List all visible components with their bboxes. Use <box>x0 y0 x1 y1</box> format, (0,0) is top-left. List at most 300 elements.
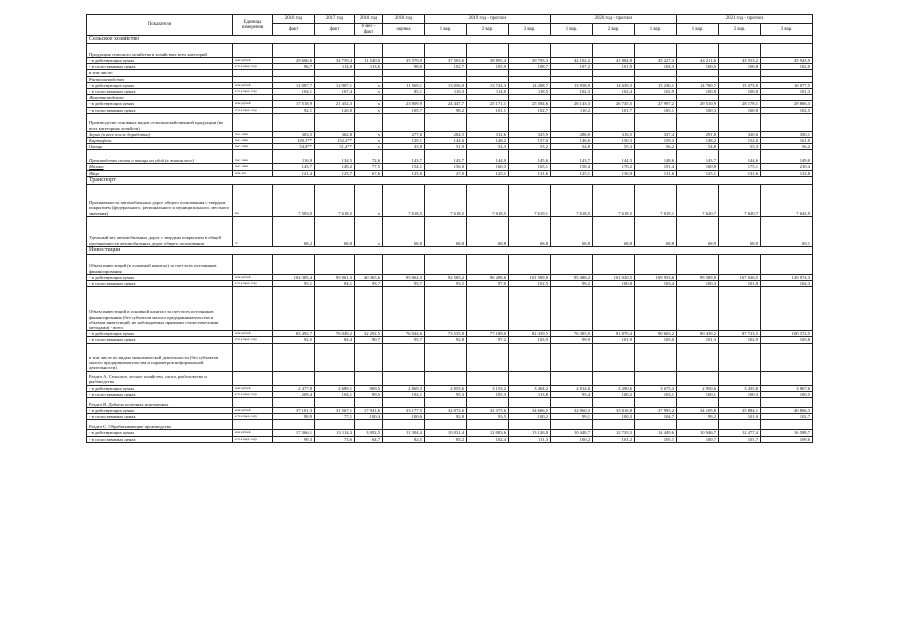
row-label: Яйца <box>87 170 233 176</box>
row-unit: км <box>233 184 273 216</box>
value-cell: 95 062,3 <box>383 274 425 280</box>
value-cell: 362,8 <box>315 131 355 137</box>
value-cell: 160,3 <box>467 164 509 170</box>
value-cell <box>467 287 509 331</box>
value-cell: 152,2** <box>315 138 355 144</box>
value-cell <box>593 254 635 274</box>
row-label: - в сопоставимых ценах <box>87 414 233 420</box>
value-cell <box>315 371 355 385</box>
value-cell: 34 759,4 <box>315 58 355 64</box>
value-cell: 95,7 <box>383 281 425 287</box>
value-cell <box>355 287 383 331</box>
value-cell <box>315 398 355 408</box>
value-cell: 100,5 <box>761 391 813 397</box>
value-cell <box>467 254 509 274</box>
value-cell: 54,8 <box>551 144 593 150</box>
value-cell: 131,6 <box>509 170 551 176</box>
value-cell: 210,4 <box>761 164 813 170</box>
value-cell <box>551 44 593 58</box>
value-cell: 72,6 <box>355 150 383 164</box>
value-cell: 29 510,9 <box>677 101 719 107</box>
value-cell: 100,6 <box>383 414 425 420</box>
value-cell <box>677 254 719 274</box>
row-label: - в сопоставимых ценах <box>87 107 233 113</box>
value-cell: 312,6 <box>467 131 509 137</box>
value-cell: 7 619,1 <box>509 184 551 216</box>
table-row <box>87 398 813 408</box>
value-cell: 350,1 <box>761 131 813 137</box>
value-cell: 160,8 <box>677 164 719 170</box>
value-cell: 3 092,5 <box>355 430 383 436</box>
value-cell: 13 724,3 <box>467 82 509 88</box>
value-cell: 11 569,1 <box>383 82 425 88</box>
row-label: Производство основных видов сельскохозяйственной продукции (во всех категориях хозяйств) <box>87 113 233 131</box>
row-unit: в % к пред. году <box>233 107 273 113</box>
value-cell: 102,1 <box>383 391 425 397</box>
value-cell: 121,4 <box>273 170 315 176</box>
header-indicator: Показатели <box>87 15 233 36</box>
row-unit: млн рублей <box>233 408 273 414</box>
row-label: Раздел С. Обрабатывающие производства <box>87 420 233 430</box>
value-cell: 143,7 <box>551 150 593 164</box>
value-cell: 3 867,6 <box>761 385 813 391</box>
header-2019-v1: 1 вар. <box>425 24 467 36</box>
value-cell <box>355 44 383 58</box>
value-cell <box>677 420 719 430</box>
value-cell <box>593 398 635 408</box>
value-cell: 144,6 <box>425 138 467 144</box>
value-cell: 3 404,2 <box>509 385 551 391</box>
value-cell: 105,3 <box>467 391 509 397</box>
value-cell <box>761 113 813 131</box>
value-cell: 10 946,7 <box>677 430 719 436</box>
value-cell: 43 227,3 <box>635 58 677 64</box>
value-cell: 16 077,5 <box>761 82 813 88</box>
row-unit: в % к пред. году <box>233 281 273 287</box>
value-cell: 95,7 <box>383 337 425 343</box>
value-cell <box>425 420 467 430</box>
value-cell: 969,5 <box>355 385 383 391</box>
value-cell: 24 447,7 <box>425 101 467 107</box>
row-unit: в % к пред. году <box>233 337 273 343</box>
value-cell <box>467 420 509 430</box>
row-unit: млн рублей <box>233 101 273 107</box>
value-cell: 101,7 <box>719 436 761 442</box>
value-cell: 7 618,5 <box>467 184 509 216</box>
value-cell: 148,2 <box>467 138 509 144</box>
value-cell: 43,8 <box>383 144 425 150</box>
value-cell <box>273 254 315 274</box>
header-2020-v3: 1 вар. <box>635 24 677 36</box>
value-cell: 32 072,6 <box>425 408 467 414</box>
value-cell: 68,9 <box>677 216 719 246</box>
value-cell: 32 375,6 <box>467 408 509 414</box>
value-cell: 29 866,3 <box>761 101 813 107</box>
value-cell <box>355 254 383 274</box>
value-cell <box>315 44 355 58</box>
value-cell: 55,3 <box>719 144 761 150</box>
value-cell: 144,6 <box>719 150 761 164</box>
header-2019-v2: 2 вар. <box>467 24 509 36</box>
value-cell: x <box>355 101 383 107</box>
value-cell <box>761 343 813 371</box>
value-cell: 100,2 <box>593 391 635 397</box>
row-label: - в сопоставимых ценах <box>87 337 233 343</box>
value-cell: 156,0 <box>425 164 467 170</box>
value-cell: 148,6 <box>635 150 677 164</box>
value-cell <box>719 113 761 131</box>
row-unit: тыс. тонн <box>233 131 273 137</box>
value-cell: 129,1 <box>383 138 425 144</box>
value-cell: 96,7 <box>273 64 315 70</box>
value-cell: 150,3 <box>593 138 635 144</box>
header-2021-v3: 3 вар. <box>761 24 813 36</box>
value-cell: 125,1 <box>677 170 719 176</box>
value-cell: 13 958,9 <box>551 82 593 88</box>
header-2021-v1: 1 вар. <box>677 24 719 36</box>
value-cell: 12 087,7 <box>273 82 315 88</box>
row-unit: тыс. тонн <box>233 144 273 150</box>
value-cell: 120 074,3 <box>761 274 813 280</box>
value-cell <box>273 44 315 58</box>
row-unit <box>233 398 273 408</box>
value-cell <box>593 113 635 131</box>
table-row <box>87 216 813 246</box>
value-cell <box>383 343 425 371</box>
value-cell: 85,1 <box>383 89 425 95</box>
value-cell <box>467 44 509 58</box>
value-cell: 7 619,1 <box>635 184 677 216</box>
value-cell: 13 114,3 <box>315 430 355 436</box>
value-cell: 100,3 <box>719 391 761 397</box>
header-2019-v3: 3 вар. <box>509 24 551 36</box>
value-cell: 146,6 <box>551 138 593 144</box>
value-cell <box>719 343 761 371</box>
row-label: Зерно (в весе после доработки) <box>87 131 233 137</box>
value-cell: 165,1 <box>509 164 551 170</box>
row-label: Картофель <box>87 138 233 144</box>
value-cell: 144,0 <box>467 150 509 164</box>
value-cell: x <box>355 184 383 216</box>
value-cell <box>593 420 635 430</box>
value-cell <box>551 254 593 274</box>
value-cell: 107,2 <box>551 64 593 70</box>
value-cell: 102,7 <box>761 414 813 420</box>
value-cell: 102,5 <box>761 107 813 113</box>
value-cell: 114,0 <box>467 89 509 95</box>
value-cell: 2 814,6 <box>551 385 593 391</box>
value-cell: 95,3 <box>425 391 467 397</box>
header-2019: 2019 год - прогноз <box>425 15 551 24</box>
header-fact-2016: факт <box>273 24 315 36</box>
value-cell <box>593 287 635 331</box>
value-cell: 7 642,9 <box>761 184 813 216</box>
value-cell: 7 618,5 <box>383 184 425 216</box>
value-cell: 64,7 <box>355 436 383 442</box>
value-cell: 11 540,0 <box>355 58 383 64</box>
value-cell <box>635 420 677 430</box>
value-cell: 111,3 <box>509 436 551 442</box>
value-cell: 15 375,0 <box>719 82 761 88</box>
value-cell: 118,5 <box>509 89 551 95</box>
row-label: Производство скота и птицы на убой (в живом весе) <box>87 150 233 164</box>
value-cell: 92 585,2 <box>425 274 467 280</box>
value-cell: 7 620,7 <box>719 184 761 216</box>
row-label: - в действующих ценах <box>87 58 233 64</box>
value-cell: 21 452,3 <box>315 101 355 107</box>
value-cell <box>635 371 677 385</box>
value-cell: 7 620,7 <box>677 184 719 216</box>
value-cell: 125,0 <box>383 170 425 176</box>
value-cell: 152,0 <box>719 138 761 144</box>
value-cell: 101,7 <box>593 107 635 113</box>
row-label: Раздел А. Сельское, лесное хозяйство, охота, рыболовство и рыбоводство <box>87 371 233 385</box>
value-cell: 93,5 <box>467 414 509 420</box>
value-cell <box>509 398 551 408</box>
value-cell: 108,7 <box>509 64 551 70</box>
row-label: - в сопоставимых ценах <box>87 64 233 70</box>
value-cell: x <box>355 138 383 144</box>
row-label: - в действующих ценах <box>87 101 233 107</box>
value-cell: 44 211,6 <box>677 58 719 64</box>
value-cell: 159,3 <box>635 138 677 144</box>
value-cell: 102,9 <box>719 337 761 343</box>
value-cell: 100,3 <box>593 414 635 420</box>
value-cell: 100,8 <box>719 64 761 70</box>
value-cell <box>719 371 761 385</box>
value-cell: 102,7 <box>509 107 551 113</box>
value-cell: 43 553,2 <box>719 58 761 64</box>
value-cell: 99,9 <box>551 337 593 343</box>
value-cell: 102,4 <box>467 436 509 442</box>
value-cell: 123,7 <box>315 170 355 176</box>
value-cell: 3 675,3 <box>635 385 677 391</box>
value-cell <box>467 343 509 371</box>
value-cell: 45 943,9 <box>761 58 813 64</box>
value-cell: 14 449,6 <box>635 430 677 436</box>
value-cell <box>273 343 315 371</box>
value-cell: 125,1 <box>467 170 509 176</box>
value-cell: 17 941,6 <box>355 408 383 414</box>
value-cell: 97,2 <box>467 337 509 343</box>
value-cell <box>425 113 467 131</box>
value-cell: 67,6 <box>355 170 383 176</box>
value-cell: 26 745,5 <box>593 101 635 107</box>
value-cell: 69,1 <box>761 216 813 246</box>
row-unit: млн. шт. <box>233 170 273 176</box>
table-row <box>87 184 813 216</box>
value-cell: 3 153,2 <box>467 385 509 391</box>
value-cell: 105,0 <box>635 337 677 343</box>
row-label: - в сопоставимых ценах <box>87 436 233 442</box>
value-cell: 101,3 <box>761 89 813 95</box>
value-cell: 68,2 <box>273 216 315 246</box>
row-label: - в действующих ценах <box>87 385 233 391</box>
value-cell: 11 304,4 <box>383 430 425 436</box>
value-cell <box>355 113 383 131</box>
value-cell: 85,2 <box>425 436 467 442</box>
value-cell: 68,8 <box>383 216 425 246</box>
value-cell: 103,4 <box>635 281 677 287</box>
value-cell: 114,8 <box>315 64 355 70</box>
value-cell <box>509 287 551 331</box>
value-cell: 131,6 <box>719 170 761 176</box>
value-cell: 32 292,5 <box>355 331 383 337</box>
value-cell: 101,0 <box>719 414 761 420</box>
value-cell: 12 735,5 <box>593 430 635 436</box>
value-cell <box>593 343 635 371</box>
value-cell: 98,2 <box>425 107 467 113</box>
value-cell <box>383 44 425 58</box>
value-cell: 84,1 <box>315 281 355 287</box>
table-row <box>87 343 813 371</box>
value-cell: 39 793,3 <box>509 58 551 64</box>
value-cell: 84,4 <box>315 337 355 343</box>
header-six-month: 6 мес - факт <box>355 24 383 36</box>
header-2018-half: 2018 год <box>355 15 383 24</box>
value-cell: 54,8 <box>677 144 719 150</box>
table-row <box>87 287 813 331</box>
value-cell: 17 366,1 <box>273 430 315 436</box>
value-cell: 109 953,6 <box>635 274 677 280</box>
value-cell: 105,8 <box>761 337 813 343</box>
value-cell: 12 477,4 <box>719 430 761 436</box>
header-2020-v2: 2 вар. <box>593 24 635 36</box>
value-cell: 90,7 <box>355 337 383 343</box>
row-unit: в % к пред. году <box>233 64 273 70</box>
value-cell <box>355 420 383 430</box>
value-cell: 104,1 <box>315 391 355 397</box>
row-unit <box>233 44 273 58</box>
value-cell: 77 189,0 <box>467 331 509 337</box>
value-cell: 288,0 <box>551 131 593 137</box>
value-cell: 102,7 <box>425 64 467 70</box>
value-cell: 113,8 <box>509 391 551 397</box>
value-cell: 77,5 <box>355 164 383 170</box>
value-cell: 87 723,3 <box>719 331 761 337</box>
value-cell: 100,4 <box>355 414 383 420</box>
value-cell <box>719 420 761 430</box>
value-cell: 149,2 <box>315 164 355 170</box>
value-cell: 28 178,1 <box>719 101 761 107</box>
value-cell <box>425 371 467 385</box>
value-cell <box>593 44 635 58</box>
value-cell: 68,8 <box>635 216 677 246</box>
value-cell: 34 666,5 <box>509 408 551 414</box>
value-cell: 33 177,5 <box>383 408 425 414</box>
value-cell <box>273 398 315 408</box>
value-cell: 38 895,4 <box>467 58 509 64</box>
value-cell: 41 884,8 <box>593 58 635 64</box>
value-cell: 170,2 <box>593 164 635 170</box>
value-cell <box>677 113 719 131</box>
table-row <box>87 150 813 164</box>
value-cell: 13 056,0 <box>425 82 467 88</box>
value-cell: 291,8 <box>677 131 719 137</box>
value-cell: 76 044,6 <box>383 331 425 337</box>
value-cell: 105,7 <box>383 107 425 113</box>
row-label: в том числе по видам экономической деятельности (без субъектов малого предпринимательства и параметров неформальной деятельности) <box>87 343 233 371</box>
value-cell: 10 031,4 <box>425 430 467 436</box>
value-cell: 104 385,4 <box>273 274 315 280</box>
row-unit: млн рублей <box>233 430 273 436</box>
value-cell: 143,7 <box>425 150 467 164</box>
value-cell <box>635 113 677 131</box>
value-cell <box>355 371 383 385</box>
value-cell <box>761 371 813 385</box>
value-cell: 89,5 <box>355 391 383 397</box>
value-cell: 12 083,6 <box>467 430 509 436</box>
value-cell: x <box>355 131 383 137</box>
value-cell <box>551 371 593 385</box>
value-cell: 29 606,6 <box>273 58 315 64</box>
value-cell <box>425 398 467 408</box>
value-cell: 101 020,5 <box>593 274 635 280</box>
value-cell: 2 950,6 <box>677 385 719 391</box>
value-cell: 52,3 <box>467 144 509 150</box>
section-row <box>87 176 813 184</box>
value-cell: 102,9 <box>635 89 677 95</box>
row-unit: млн рублей <box>233 58 273 64</box>
value-cell: 76 049,2 <box>315 331 355 337</box>
value-cell: 320,6 <box>719 131 761 137</box>
value-cell: 104,1 <box>273 89 315 95</box>
header-unit: Единица измерения <box>233 15 273 36</box>
row-unit: млн рублей <box>233 331 273 337</box>
value-cell <box>273 371 315 385</box>
section-title: Инвестиции <box>87 246 813 254</box>
value-cell: 116,9 <box>273 150 315 164</box>
value-cell: 100,2 <box>509 414 551 420</box>
value-cell: 14 208,7 <box>509 82 551 88</box>
value-cell: 98,0 <box>383 64 425 70</box>
value-cell: 7 618,5 <box>593 184 635 216</box>
value-cell <box>315 254 355 274</box>
value-cell <box>509 44 551 58</box>
header-estimate: оценка <box>383 24 425 36</box>
row-label: Продукция сельского хозяйства в хозяйствах всех категорий <box>87 44 233 58</box>
value-cell: 100,8 <box>593 281 635 287</box>
value-cell: 42 102,2 <box>551 58 593 64</box>
value-cell: 51,9 <box>425 144 467 150</box>
table-row <box>87 436 813 442</box>
value-cell <box>551 113 593 131</box>
value-cell: 130,9 <box>593 170 635 176</box>
header-2021: 2021 год - прогноз <box>677 15 813 24</box>
value-cell <box>509 420 551 430</box>
value-cell: 120,0 <box>315 107 355 113</box>
value-cell: 134,5 <box>315 150 355 164</box>
value-cell: 103,9 <box>509 337 551 343</box>
value-cell <box>467 371 509 385</box>
value-cell <box>551 343 593 371</box>
value-cell <box>509 113 551 131</box>
row-unit <box>233 254 273 274</box>
row-label: - в сопоставимых ценах <box>87 89 233 95</box>
value-cell <box>509 371 551 385</box>
row-label: Объем инвестиций в основной капитал за счет всех источников финансирования (без субъектов малого предпринимательства и объемов инвестиций, не наблюдаемых прямыми статистическими методами) - всего <box>87 287 233 331</box>
value-cell <box>467 113 509 131</box>
value-cell <box>315 343 355 371</box>
value-cell: 2 855,6 <box>425 385 467 391</box>
value-cell: 93,7 <box>355 281 383 287</box>
value-cell <box>719 398 761 408</box>
row-unit <box>233 420 273 430</box>
header-2020: 2020 год - прогноз <box>551 15 677 24</box>
value-cell: 68,8 <box>509 216 551 246</box>
value-cell: 81 870,4 <box>593 331 635 337</box>
value-cell: 25 171,1 <box>467 101 509 107</box>
